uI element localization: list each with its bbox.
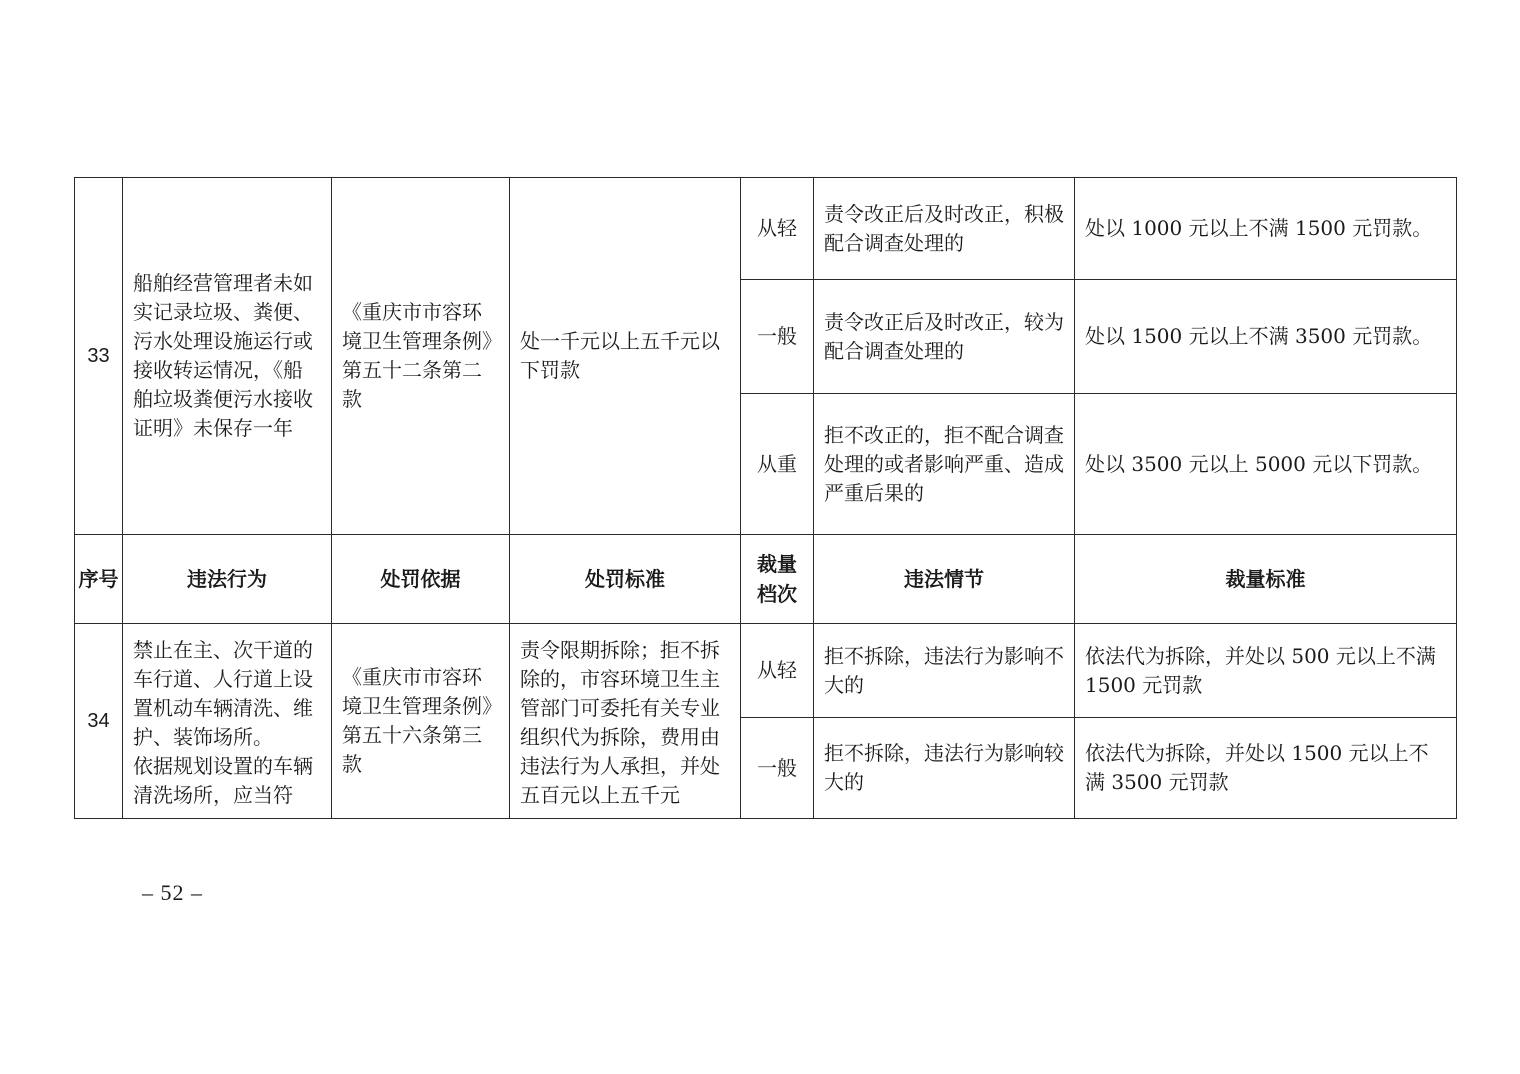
header-basis: 处罚依据	[332, 535, 510, 624]
header-penalty: 裁量标准	[1075, 535, 1457, 624]
table-header-row	[75, 535, 1457, 624]
level-cell: 一般	[741, 280, 814, 394]
circumstance-cell: 责令改正后及时改正，较为配合调查处理的	[814, 280, 1075, 394]
level-cell: 从重	[741, 394, 814, 535]
table-row	[75, 178, 1457, 280]
header-level: 裁量 档次	[741, 535, 814, 624]
penalty-cell: 处以 1500 元以上不满 3500 元罚款。	[1075, 280, 1457, 394]
circumstance-cell: 责令改正后及时改正，积极配合调查处理的	[814, 178, 1075, 280]
circumstance-cell: 拒不拆除，违法行为影响较大的	[814, 718, 1075, 819]
level-cell: 从轻	[741, 178, 814, 280]
header-standard: 处罚标准	[510, 535, 741, 624]
penalty-cell: 依法代为拆除，并处以 1500 元以上不满 3500 元罚款	[1075, 718, 1457, 819]
penalty-cell: 处以 1000 元以上不满 1500 元罚款。	[1075, 178, 1457, 280]
table-row	[75, 624, 1457, 718]
violation-cell: 禁止在主、次干道的车行道、人行道上设置机动车辆清洗、维护、装饰场所。 依据规划设置的车辆清洗场所，应当符	[123, 624, 332, 819]
row-index: 33	[75, 178, 123, 535]
basis-cell: 《重庆市市容环境卫生管理条例》第五十六条第三款	[332, 624, 510, 819]
violation-cell: 船舶经营管理者未如实记录垃圾、粪便、污水处理设施运行或接收转运情况，《船舶垃圾粪便污水接收证明》未保存一年	[123, 178, 332, 535]
penalty-cell: 处以 3500 元以上 5000 元以下罚款。	[1075, 394, 1457, 535]
circumstance-cell: 拒不改正的，拒不配合调查处理的或者影响严重、造成严重后果的	[814, 394, 1075, 535]
circumstance-cell: 拒不拆除，违法行为影响不大的	[814, 624, 1075, 718]
penalty-cell: 依法代为拆除，并处以 500 元以上不满 1500 元罚款	[1075, 624, 1457, 718]
penalty-table	[74, 177, 1457, 819]
header-index: 序号	[75, 535, 123, 624]
standard-cell: 处一千元以上五千元以下罚款	[510, 178, 741, 535]
header-violation: 违法行为	[123, 535, 332, 624]
level-cell: 一般	[741, 718, 814, 819]
basis-cell: 《重庆市市容环境卫生管理条例》第五十二条第二款	[332, 178, 510, 535]
header-circumstance: 违法情节	[814, 535, 1075, 624]
row-index: 34	[75, 624, 123, 819]
level-cell: 从轻	[741, 624, 814, 718]
standard-cell: 责令限期拆除；拒不拆除的，市容环境卫生主管部门可委托有关专业组织代为拆除，费用由违法行为人承担，并处五百元以上五千元	[510, 624, 741, 819]
page-number: – 52 –	[142, 880, 203, 905]
